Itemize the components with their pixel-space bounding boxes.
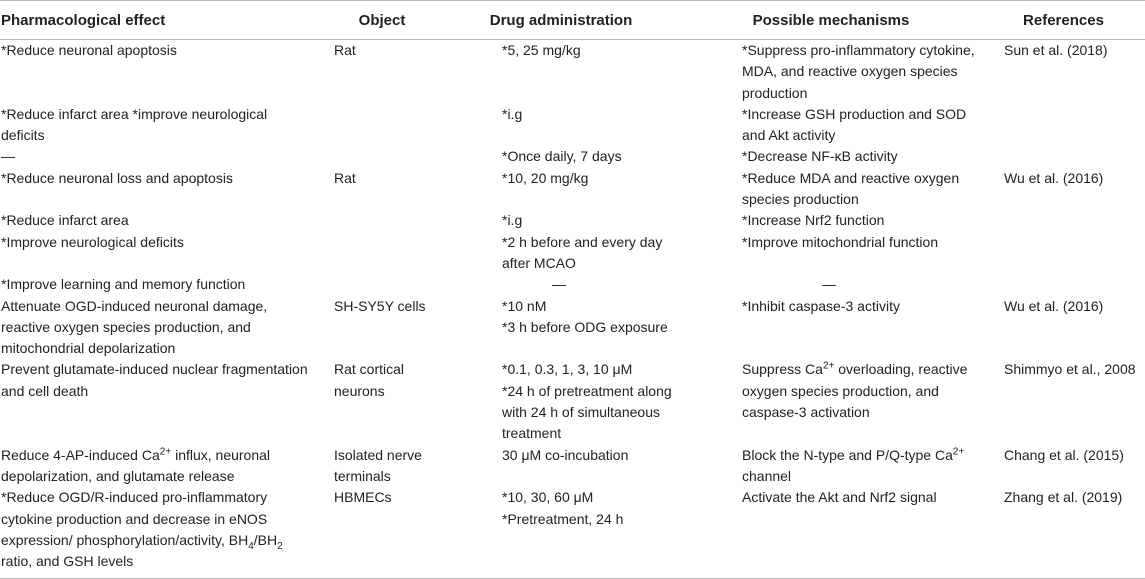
cell-administration: *0.1, 0.3, 1, 3, 10 μM *24 h of pretreatment along with 24 h of simultaneous treatment: [502, 361, 672, 442]
cell-object: Rat: [334, 42, 356, 58]
cell-reference: [982, 146, 1145, 167]
table-row: [0, 168, 1145, 211]
cell-administration: *i.g: [502, 212, 523, 229]
cell-mechanism: Suppress $Ca^{2+}$ overloading, reactive oxygen species production, and caspase-3 activation: [742, 360, 968, 421]
cell-administration: *Once daily, 7 days: [502, 148, 622, 165]
table-row: [0, 274, 1145, 295]
cell-administration: 30 μM co-incubation: [502, 446, 629, 463]
cell-reference: Wu et al. (2016): [1004, 297, 1104, 314]
header-references: References: [982, 1, 1145, 40]
cell-reference: [982, 210, 1145, 231]
cell-effect: *Improve learning and memory function: [1, 276, 246, 293]
table-row: [0, 104, 1145, 147]
cell-mechanism: *Inhibit caspase-3 activity: [742, 297, 900, 314]
cell-object: Rat cortical neurons: [334, 361, 405, 399]
table-row: [0, 40, 1145, 104]
cell-reference: [982, 232, 1145, 275]
header-pharmacological-effect: Pharmacological effect: [0, 1, 322, 40]
cell-administration: *i.g: [502, 105, 523, 122]
cell-mechanism: *Reduce MDA and reactive oxygen species production: [742, 169, 960, 208]
cell-object: Isolated nerve terminals: [334, 446, 422, 484]
table-row: [0, 487, 1145, 579]
cell-reference: Sun et al. (2018): [1004, 42, 1108, 58]
cell-effect: *Reduce OGD/R-induced pro-inflammatory cytokine production and decrease in eNOS expression/ phosphorylation/activity, $BH_4/BH_2$ ratio, and GSH levels: [0, 487, 322, 579]
cell-reference: Chang et al. (2015): [1004, 446, 1124, 463]
cell-effect: *Reduce infarct area *improve neurological deficits: [1, 105, 268, 144]
cell-administration: —: [552, 276, 566, 293]
cell-effect: *Reduce infarct area: [1, 212, 129, 229]
cell-effect: Reduce 4-AP-induced $Ca^{2+}$ influx, neuronal depolarization, and glutamate release: [1, 445, 271, 484]
cell-mechanism: *Improve mitochondrial function: [742, 233, 939, 250]
table-row: [0, 232, 1145, 275]
cell-administration: *5, 25 mg/kg: [502, 42, 581, 58]
cell-reference: Zhang et al. (2019): [982, 487, 1145, 579]
cell-mechanism: *Decrease NF-κB activity: [742, 148, 898, 165]
cell-mechanism: —: [822, 276, 836, 293]
table-row: [0, 445, 1145, 488]
cell-reference: [982, 104, 1145, 147]
cell-administration: *10 nM *3 h before ODG exposure: [502, 297, 668, 335]
table-row: [0, 146, 1145, 167]
cell-effect: Prevent glutamate-induced nuclear fragmentation and cell death: [1, 361, 308, 399]
cell-mechanism: Block the N-type and P/Q-type $Ca^{2+}$ channel: [742, 445, 965, 484]
cell-effect: *Reduce neuronal loss and apoptosis: [1, 169, 233, 186]
cell-object: [322, 146, 442, 167]
cell-object: [322, 232, 442, 275]
cell-object: [322, 104, 442, 147]
header-possible-mechanisms: Possible mechanisms: [680, 1, 982, 40]
cell-effect: *Reduce neuronal apoptosis: [1, 42, 177, 58]
cell-administration: *10, 30, 60 μM *Pretreatment, 24 h: [442, 487, 680, 579]
cell-object: SH-SY5Y cells: [334, 297, 426, 314]
header-object: Object: [322, 1, 442, 40]
cell-object: [322, 274, 442, 295]
cell-mechanism: Activate the Akt and Nrf2 signal: [680, 487, 982, 579]
cell-administration: *2 h before and every day after MCAO: [502, 233, 663, 271]
table-row: [0, 359, 1145, 444]
cell-mechanism: *Increase GSH production and SOD and Akt activity: [742, 105, 967, 144]
cell-administration: *10, 20 mg/kg: [502, 169, 589, 186]
table-row: [0, 210, 1145, 231]
cell-effect: Attenuate OGD-induced neuronal damage, reactive oxygen species production, and mitochondrial depolarization: [1, 297, 268, 357]
header-row: [0, 1, 1145, 40]
cell-object: HBMECs: [322, 487, 442, 579]
cell-reference: Shimmyo et al., 2008: [1004, 361, 1136, 378]
cell-mechanism: *Increase Nrf2 function: [742, 212, 885, 229]
cell-effect: *Improve neurological deficits: [1, 233, 184, 250]
cell-reference: [982, 274, 1145, 295]
header-drug-administration: Drug administration: [442, 1, 680, 40]
table-row: [0, 296, 1145, 360]
cell-mechanism: *Suppress pro-inflammatory cytokine, MDA, and reactive oxygen species production: [742, 42, 975, 101]
cell-object: [322, 210, 442, 231]
cell-reference: Wu et al. (2016): [1004, 169, 1104, 186]
cell-effect: —: [1, 148, 15, 165]
cell-object: Rat: [334, 169, 356, 186]
